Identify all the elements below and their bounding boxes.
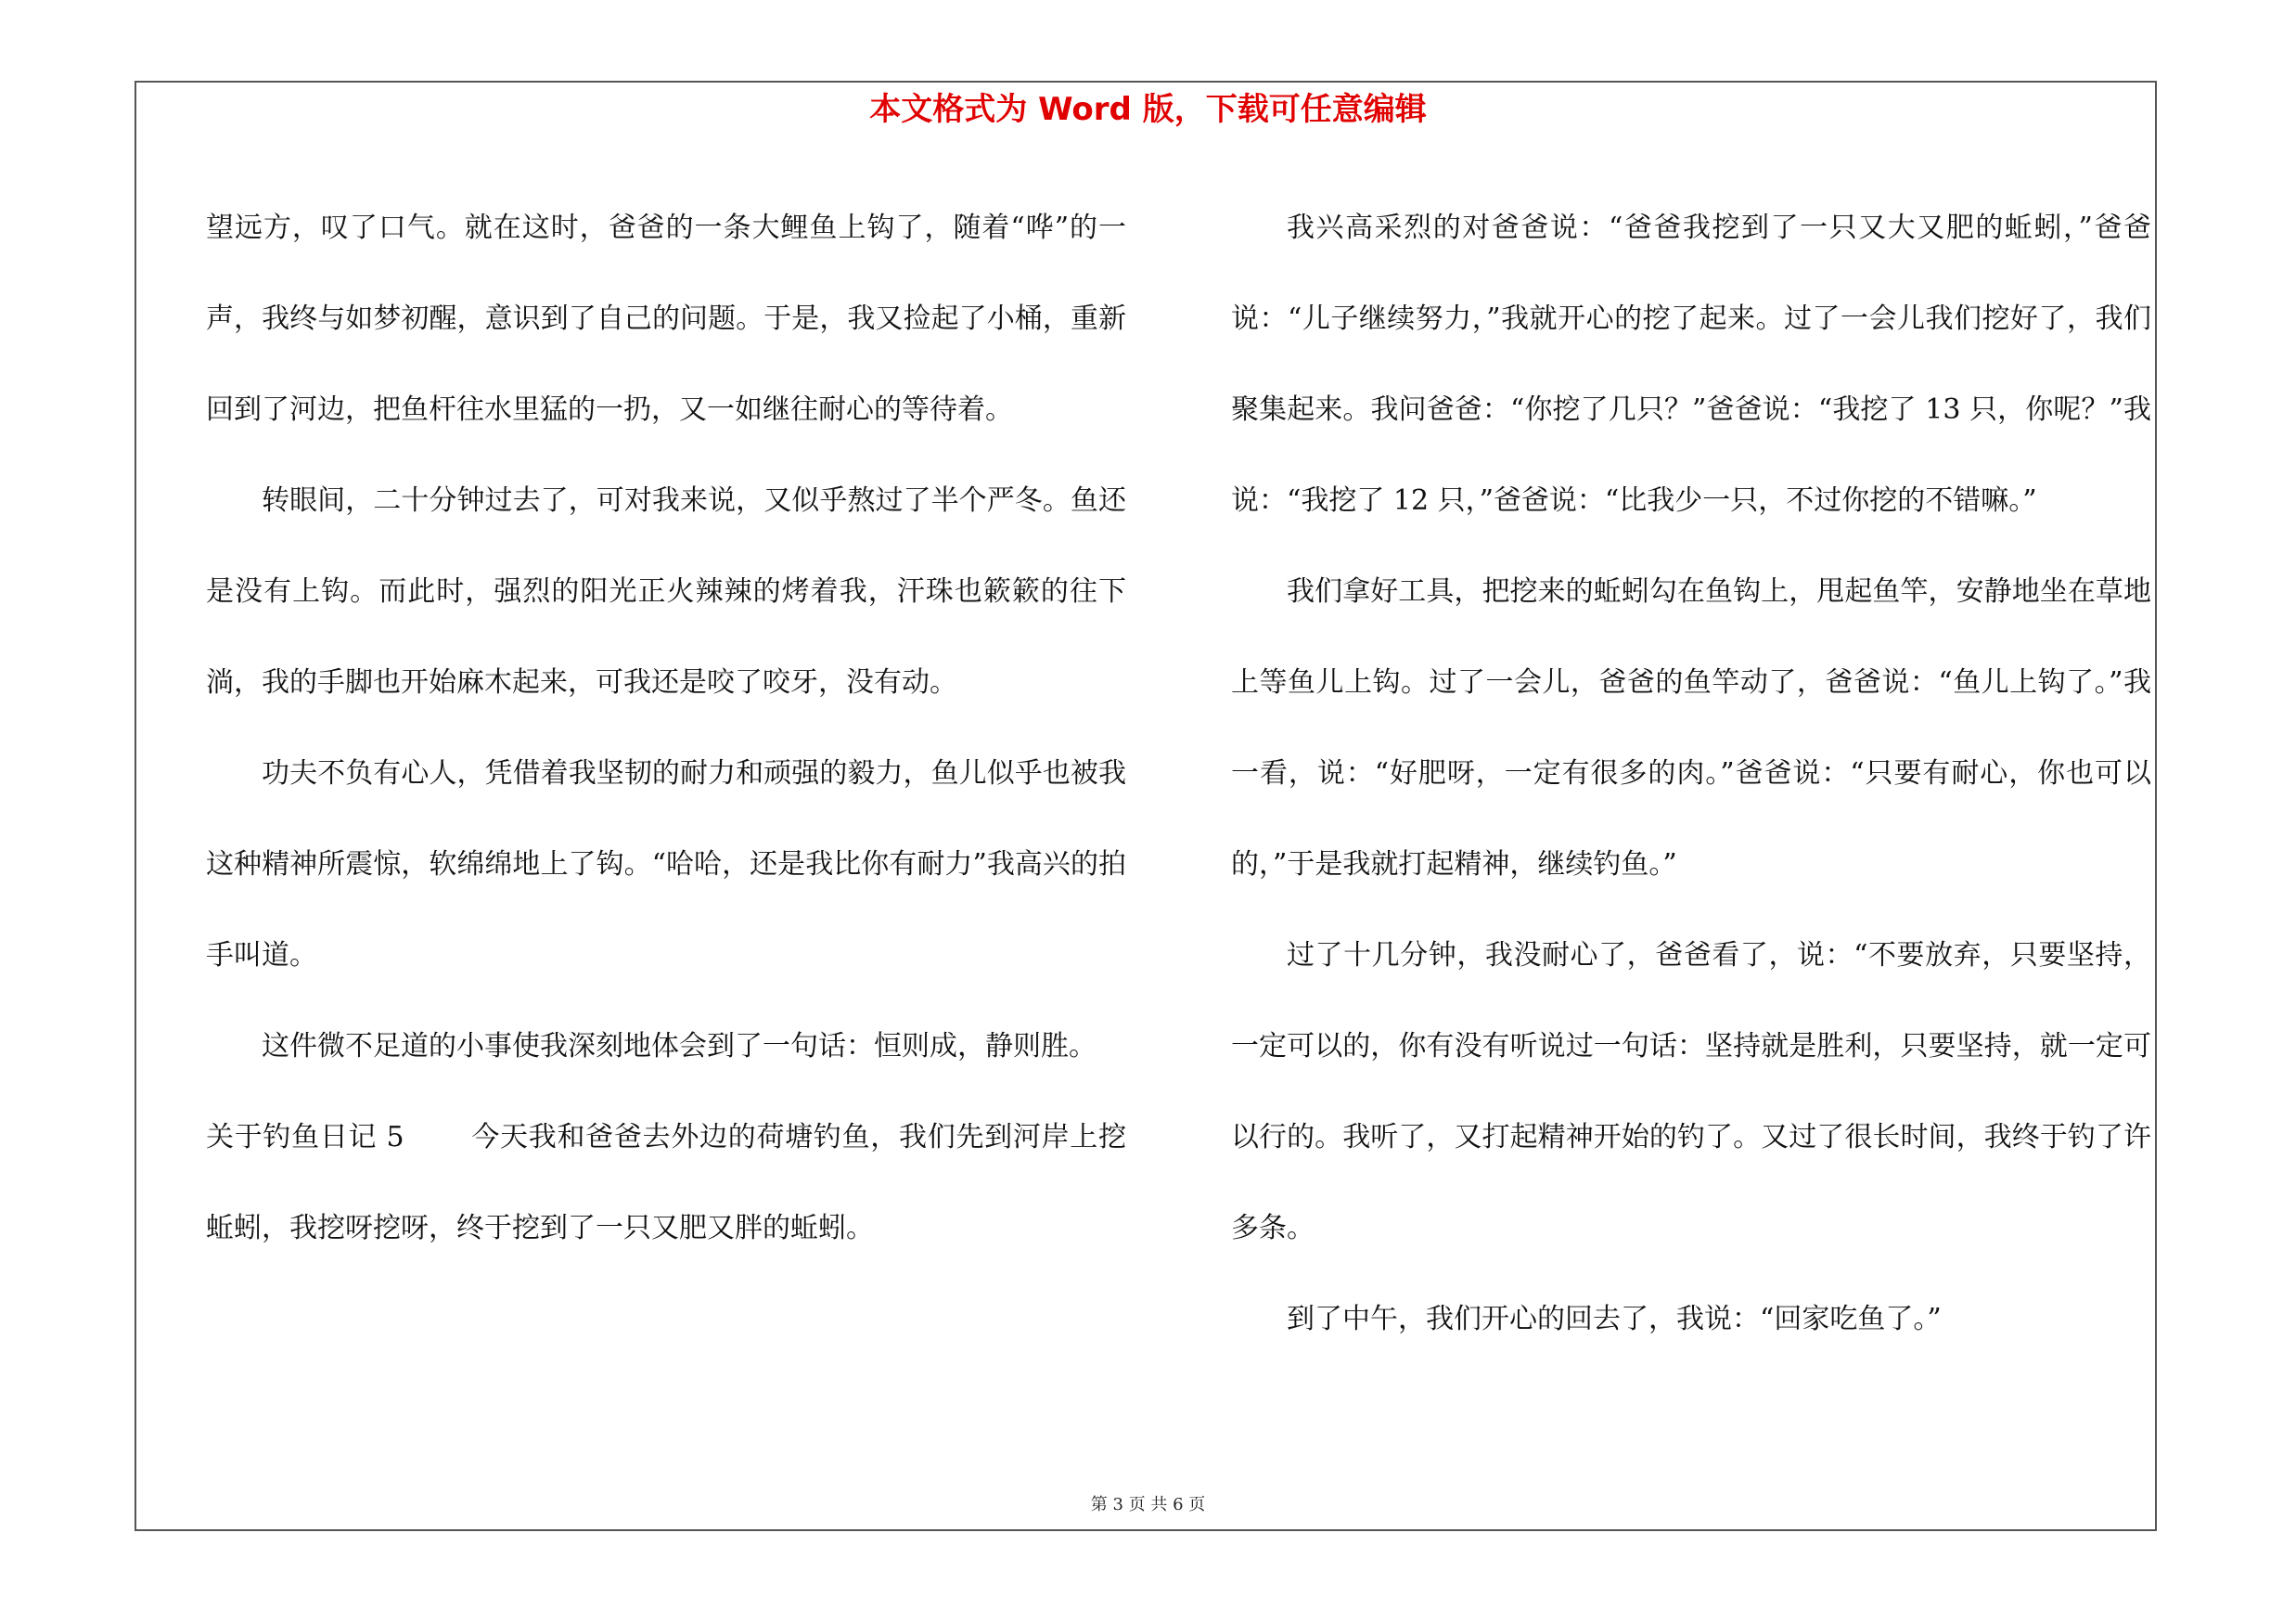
left-text-column <box>206 183 1126 1274</box>
paragraph: 过了十几分钟，我没耐心了，爸爸看了，说：“不要放弃，只要坚持，一定可以的，你有没有听说过一句话：坚持就是胜利，只要坚持，就一定可以行的。我听了，又打起精神开始的钓了。又过了很长时间，我终于钓了许多条。 <box>1231 939 2151 1244</box>
paragraph: 今天我和爸爸去外边的荷塘钓鱼，我们先到河岸上挖蚯蚓，我挖呀挖呀，终于挖到了一只又肥又胖的蚯蚓。 <box>206 1121 1127 1244</box>
paragraph: 我兴高采烈的对爸爸说：“爸爸我挖到了一只又大又肥的蚯蚓，”爸爸说：“儿子继续努力，”我就开心的挖了起来。过了一会儿我们挖好了，我们聚集起来。我问爸爸：“你挖了几只？”爸爸说：“我挖了 13 只，你呢？”我说：“我挖了 12 只，”爸爸说：“比我少一只，不过你挖的不错嘛。” <box>1231 212 2151 517</box>
section-paragraph <box>206 1092 1126 1274</box>
right-text-column <box>1231 183 2151 1365</box>
paragraph: 到了中午，我们开心的回去了，我说：“回家吃鱼了。” <box>1287 1303 1942 1335</box>
paragraph-continued: 望远方，叹了口气。就在这时，爸爸的一条大鲤鱼上钩了，随着“哗”的一声，我终与如梦初醒，意识到了自己的问题。于是，我又捡起了小桶，重新回到了河边，把鱼杆往水里猛的一扔，又一如继往耐心的等待着。 <box>206 212 1126 426</box>
paragraph: 这件微不足道的小事使我深刻地体会到了一句话：恒则成，静则胜。 <box>262 1030 1097 1063</box>
page-number: 第 3 页 共 6 页 <box>1090 1495 1206 1514</box>
paragraph: 我们拿好工具，把挖来的蚯蚓勾在鱼钩上，甩起鱼竿，安静地坐在草地上等鱼儿上钩。过了一会儿，爸爸的鱼竿动了，爸爸说：“鱼儿上钩了。”我一看，说：“好肥呀，一定有很多的肉。”爸爸说：“只要有耐心，你也可以的，”于是我就打起精神，继续钓鱼。” <box>1231 575 2151 881</box>
section-heading: 关于钓鱼日记 5 <box>206 1121 404 1153</box>
paragraph: 转眼间，二十分钟过去了，可对我来说，又似乎熬过了半个严冬。鱼还是没有上钩。而此时，强烈的阳光正火辣辣的烤着我，汗珠也簌簌的往下淌，我的手脚也开始麻木起来，可我还是咬了咬牙，没有动。 <box>206 484 1126 699</box>
format-notice-header: 本文格式为 Word 版，下载可任意编辑 <box>869 91 1427 128</box>
paragraph: 功夫不负有心人，凭借着我坚韧的耐力和顽强的毅力，鱼儿似乎也被我这种精神所震惊，软绵绵地上了钩。“哈哈，还是我比你有耐力”我高兴的拍手叫道。 <box>206 757 1126 972</box>
